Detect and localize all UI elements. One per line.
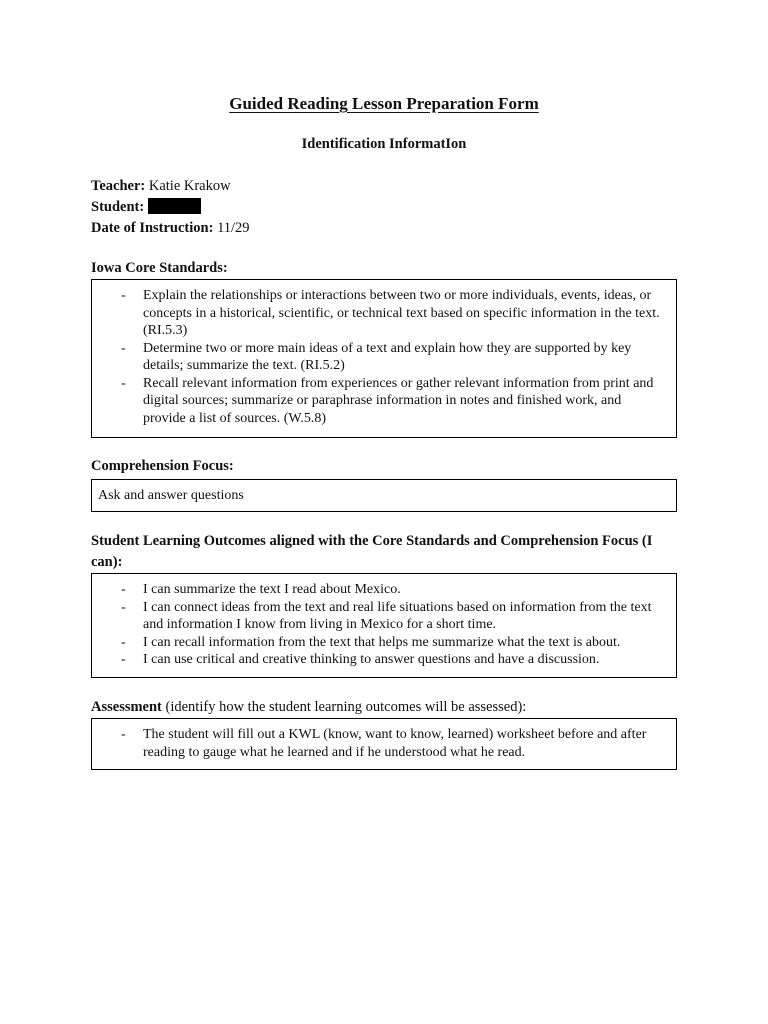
assessment-heading-note: (identify how the student learning outcomes will be assessed): [161,699,527,715]
redacted-student-name [148,198,201,214]
core-standards-box [91,279,677,438]
list-marker: - [121,599,126,615]
list-marker: - [121,634,126,650]
core-standards-heading [91,258,681,279]
assessment-heading [91,697,681,718]
list-marker: - [121,375,126,391]
document-title: Guided Reading Lesson Preparation Form [229,94,539,113]
list-item-text: Determine two or more main ideas of a text and explain how they are supported by key details; summarize the text. (RI.5.2) [143,340,632,373]
learning-outcomes-box [91,573,677,678]
list-item-text: Recall relevant information from experiences or gather relevant information from print and digital sources; summarize or paraphrase information in notes and finished work, and provide a list of sources. (W.5.8) [143,375,654,426]
list-marker: - [121,340,126,356]
list-item [98,726,666,761]
list-item [98,651,666,669]
student-label: Student: [91,199,145,215]
assessment-box [91,718,677,770]
list-item [98,287,666,340]
comprehension-focus-value: Ask and answer questions [98,488,244,503]
student-field [91,198,201,216]
comprehension-focus-heading [91,456,681,477]
teacher-field [91,177,231,195]
list-marker: - [121,727,126,742]
comprehension-focus-box [91,479,677,512]
list-item [98,599,666,634]
list-item-text: I can summarize the text I read about Mexico. [143,582,401,597]
list-item [98,634,666,652]
date-label: Date of Instruction: [91,220,214,236]
comprehension-focus-heading-text: Comprehension Focus: [91,458,234,474]
date-field [91,219,250,237]
learning-outcomes-heading-text: Student Learning Outcomes aligned with the Core Standards and Comprehension Focus (I can): [91,533,653,570]
learning-outcomes-heading [91,531,681,573]
section-subtitle: Identification InformatIon [301,136,467,152]
list-marker: - [121,288,126,303]
teacher-label: Teacher: [91,178,146,194]
teacher-value: Katie Krakow [148,178,231,194]
assessment-heading-label: Assessment [91,699,162,715]
learning-outcomes-list [98,581,666,669]
core-standards-list [98,287,666,427]
list-marker: - [121,652,126,667]
list-item-text: The student will fill out a KWL (know, want to know, learned) worksheet before and after reading to gauge what he learned and if he understood what he read. [143,727,647,760]
list-item-text: I can use critical and creative thinking to answer questions and have a discussion. [143,652,600,667]
date-value: 11/29 [217,220,250,236]
list-item-text: I can connect ideas from the text and real life situations based on information from the text and information I know from living in Mexico for a short time. [143,599,652,632]
list-item [98,581,666,599]
list-item [98,340,666,375]
list-item-text: Explain the relationships or interactions between two or more individuals, events, ideas, or concepts in a historical, scientific, or technical text based on specific information in the text. (RI.5.3) [143,288,660,338]
assessment-list [98,726,666,761]
list-item [98,375,666,428]
core-standards-heading-text: Iowa Core Standards: [91,260,228,276]
list-marker: - [121,582,126,597]
list-item-text: I can recall information from the text that helps me summarize what the text is about. [143,634,621,650]
